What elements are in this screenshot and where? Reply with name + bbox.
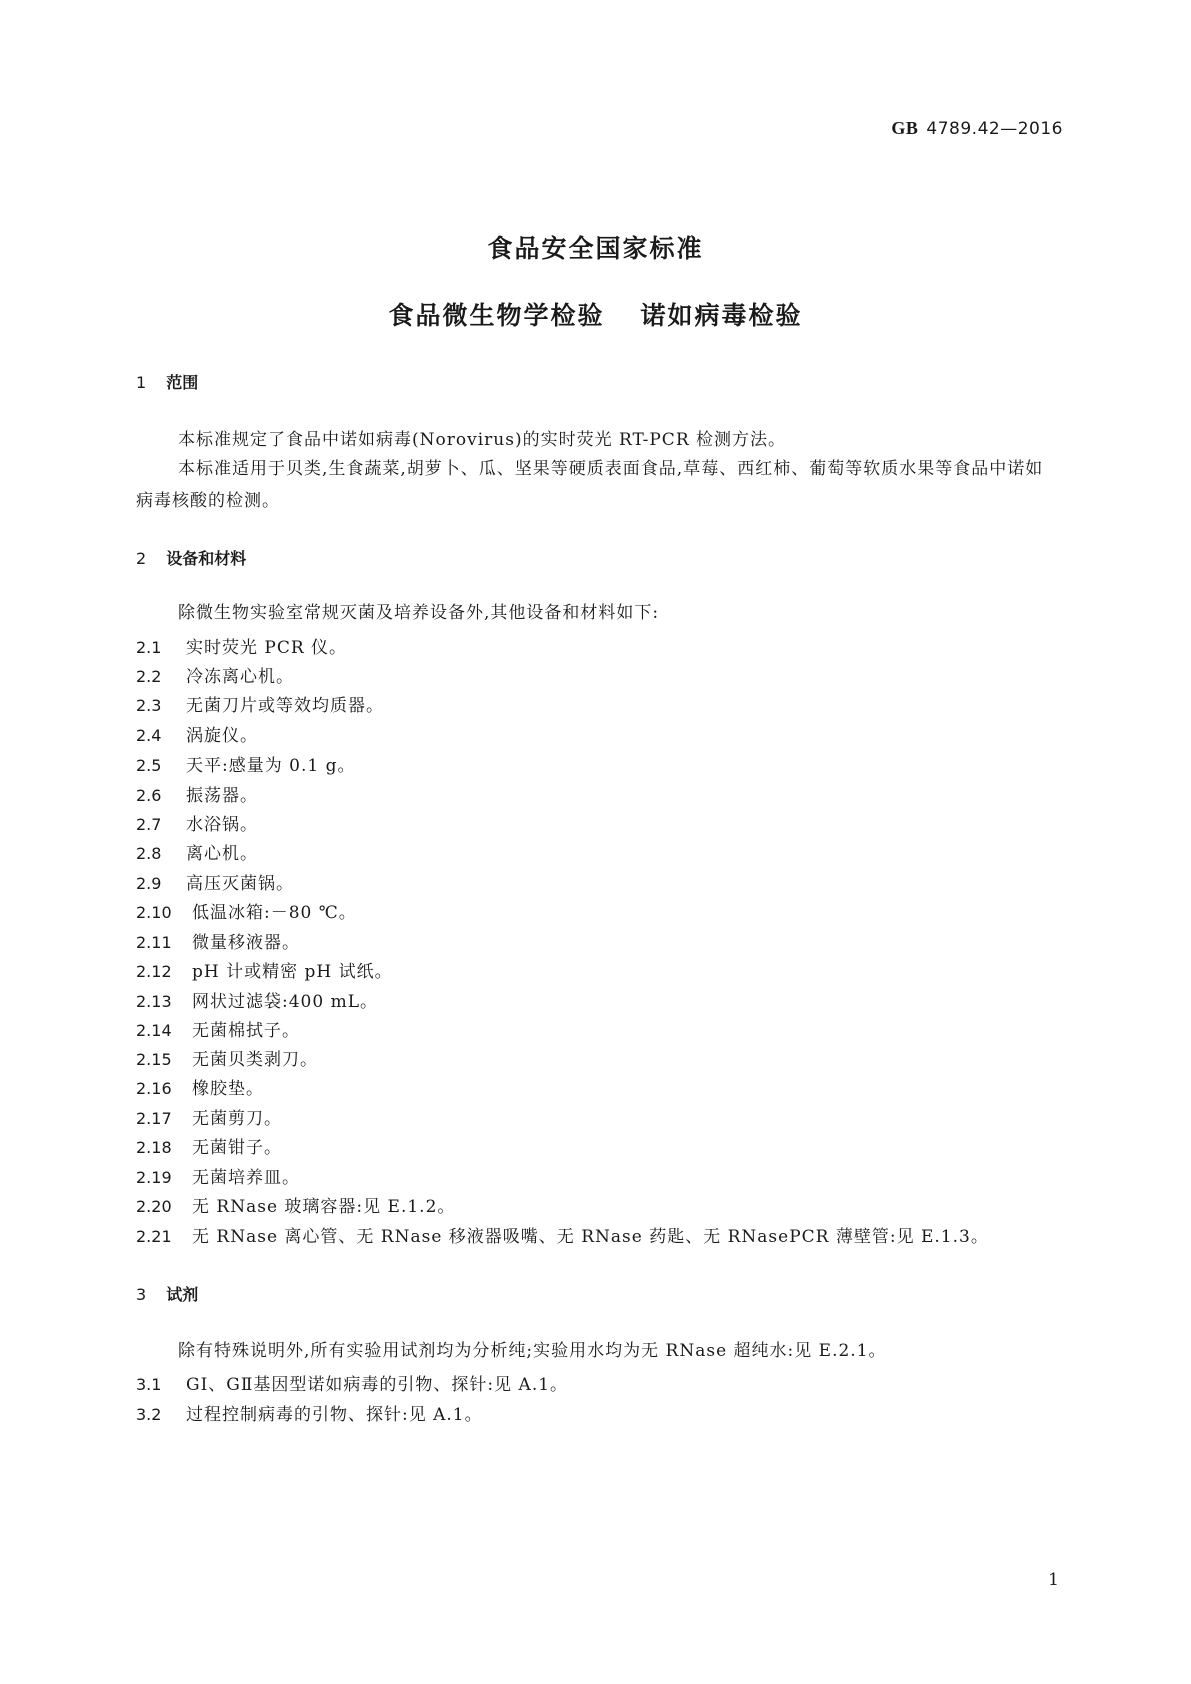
subtitle-left: 食品微生物学检验 <box>388 301 605 330</box>
list-item: 3.1 GⅠ、GⅡ基因型诺如病毒的引物、探针:见 A.1。 <box>136 1375 569 1395</box>
list-item: 2.14 无菌棉拭子。 <box>136 1021 300 1041</box>
section-3-heading <box>136 1282 198 1305</box>
list-item: 2.3 无菌刀片或等效均质器。 <box>136 696 384 716</box>
list-item: 2.21 无 RNase 离心管、无 RNase 移液器吸嘴、无 RNase 药匙、无 RNasePCR 薄壁管:见 E.1.3。 <box>136 1227 989 1247</box>
section-title: 试剂 <box>166 1285 199 1304</box>
list-item: 2.20 无 RNase 玻璃容器:见 E.1.2。 <box>136 1197 456 1217</box>
scope-paragraph-2: 本标准适用于贝类,生食蔬菜,胡萝卜、瓜、坚果等硬质表面食品,草莓、西红柿、葡萄等软质水果等食品中诺如病毒核酸的检测。 <box>136 459 1044 511</box>
list-item: 2.4 涡旋仪。 <box>136 726 258 746</box>
reagents-intro: 除有特殊说明外,所有实验用试剂均为分析纯;实验用水均为无 RNase 超纯水:见 E.2.1。 <box>178 1341 887 1361</box>
section-1-heading <box>136 370 198 393</box>
list-item: 2.15 无菌贝类剥刀。 <box>136 1050 318 1070</box>
section-number: 1 <box>136 373 147 392</box>
list-item: 2.19 无菌培养皿。 <box>136 1168 300 1188</box>
subtitle-right: 诺如病毒检验 <box>640 301 803 330</box>
document-subtitle <box>0 296 1191 332</box>
list-item: 2.7 水浴锅。 <box>136 815 258 835</box>
list-item: 2.17 无菌剪刀。 <box>136 1109 282 1129</box>
gb-label: GB <box>891 118 919 138</box>
section-2-heading <box>136 546 246 569</box>
list-item: 2.2 冷冻离心机。 <box>136 667 294 687</box>
standard-code <box>891 118 1063 139</box>
list-item: 2.18 无菌钳子。 <box>136 1138 282 1158</box>
list-item: 2.5 天平:感量为 0.1 g。 <box>136 756 356 776</box>
list-item: 2.8 离心机。 <box>136 844 258 864</box>
list-item: 3.2 过程控制病毒的引物、探针:见 A.1。 <box>136 1405 483 1425</box>
list-item: 2.11 微量移液器。 <box>136 933 300 953</box>
list-item: 2.13 网状过滤袋:400 mL。 <box>136 992 378 1012</box>
page-number: 1 <box>1048 1570 1059 1590</box>
list-item: 2.16 橡胶垫。 <box>136 1079 264 1099</box>
section-number: 3 <box>136 1285 147 1304</box>
scope-paragraph-1: 本标准规定了食品中诺如病毒(Norovirus)的实时荧光 RT-PCR 检测方法。 <box>178 430 787 450</box>
equipment-intro: 除微生物实验室常规灭菌及培养设备外,其他设备和材料如下: <box>178 603 660 623</box>
list-item: 2.10 低温冰箱:－80 ℃。 <box>136 903 357 923</box>
standard-number: 4789.42—2016 <box>926 119 1063 139</box>
list-item: 2.1 实时荧光 PCR 仪。 <box>136 638 348 658</box>
list-item: 2.9 高压灭菌锅。 <box>136 874 294 894</box>
list-item: 2.6 振荡器。 <box>136 786 258 806</box>
section-title: 范围 <box>166 373 199 392</box>
section-number: 2 <box>136 549 147 568</box>
list-item: 2.12 pH 计或精密 pH 试纸。 <box>136 962 393 982</box>
document-title: 食品安全国家标准 <box>487 234 704 263</box>
section-title: 设备和材料 <box>166 549 247 568</box>
